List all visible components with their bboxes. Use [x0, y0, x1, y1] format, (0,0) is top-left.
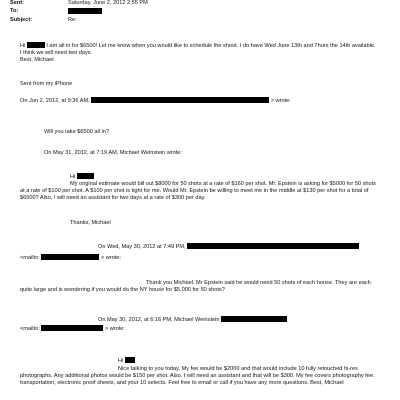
msg4-greeting: Hi: [118, 357, 124, 364]
redaction-bar: [41, 325, 103, 331]
sent-value: Saturday, June 2, 2012 2:55 PM: [68, 0, 148, 6]
msg4-mailto-prefix: <mailto:: [20, 325, 40, 332]
redaction-bar: [41, 254, 99, 260]
sent-from-line: Sent from my iPhone: [20, 81, 73, 87]
reply-body-text: I am all in for $6500! Let me know when you would like to schedule the shoot. I do have Wed June 13th and Thurs the 14th available. I think we will need two days.: [20, 42, 376, 57]
msg4-greeting-line: [118, 357, 135, 365]
msg3-mailto-suffix: > wrote:: [100, 254, 121, 261]
sent-label: Sent:: [10, 0, 24, 6]
msg2-header: On May 31, 2012, at 7:19 AM, Michael Weinstein wrote:: [44, 150, 182, 156]
msg1-body: Will you take $6500 all in?: [44, 129, 109, 135]
msg4-header-text: On May 30, 2012, at 6:16 PM, Michael Weinstein: [98, 316, 220, 323]
redaction-bar: [187, 243, 359, 249]
redaction-bar: [77, 173, 94, 179]
redaction-bar: [27, 42, 45, 48]
msg4-mailto-suffix: > wrote:: [104, 325, 125, 332]
msg4-header: [98, 316, 287, 324]
msg2-greeting: Hi: [70, 173, 76, 180]
quote-header-1-suffix: > wrote:: [270, 97, 291, 104]
msg3-mailto: [20, 254, 121, 262]
subject-value: Re:: [68, 17, 77, 23]
msg3-header-prefix: On Wed, May 30, 2012 at 7:49 PM,: [98, 243, 186, 250]
msg3-body: Thank you Michael. Mr Epstein said he would need 50 shots of each house. They are each quite large and is wondering if you would do the NY house for $5,000 for 50 shots?: [20, 280, 371, 294]
redaction-bar: [221, 316, 287, 322]
to-label: To:: [10, 8, 19, 14]
msg2-greeting-line: [70, 173, 94, 181]
msg2-signoff: Thanks, Michael: [70, 220, 111, 226]
redaction-bar: [68, 8, 102, 14]
msg3-mailto-prefix: <mailto:: [20, 254, 40, 261]
msg3-header: [98, 243, 359, 251]
subject-label: Subject:: [10, 17, 33, 23]
quote-header-1: [20, 97, 291, 105]
msg4-mailto: [20, 325, 125, 333]
msg2-body: My original estimate would bill out $8000 for 50 shots at a rate of $160 per shot. Mr. Epstein is asking for $5000 for 50 shots at a rate of $100 per shot. A $100 per shot is tight for me. Would Mr. Epstein be willing to meet me in the middle at $130 per shot for a total of $6500? Also, I will need an assistant for two days at a rate of $300 per day.: [20, 181, 376, 202]
redaction-bar: [125, 357, 135, 363]
reply-signoff: Best, Michael: [20, 57, 54, 63]
quote-header-1-prefix: On Jun 2, 2012, at 9:36 AM,: [20, 97, 90, 104]
msg4-body: Nice talking to you today. My fee would be $2000 and that would include 10 fully retouched hi-res photographs. Any additional photos would be $150 per shot. Also, I will need an assistant and that will be $300. My fee covers photography fee. transportation, electronic proof sheets, and your 10 selects. Feel free to email or call if you have any more questions. Best, Michael: [20, 366, 375, 387]
reply-body: [20, 42, 378, 57]
reply-greeting: Hi: [20, 42, 26, 49]
redaction-bar: [91, 97, 269, 103]
to-value: [68, 8, 102, 16]
